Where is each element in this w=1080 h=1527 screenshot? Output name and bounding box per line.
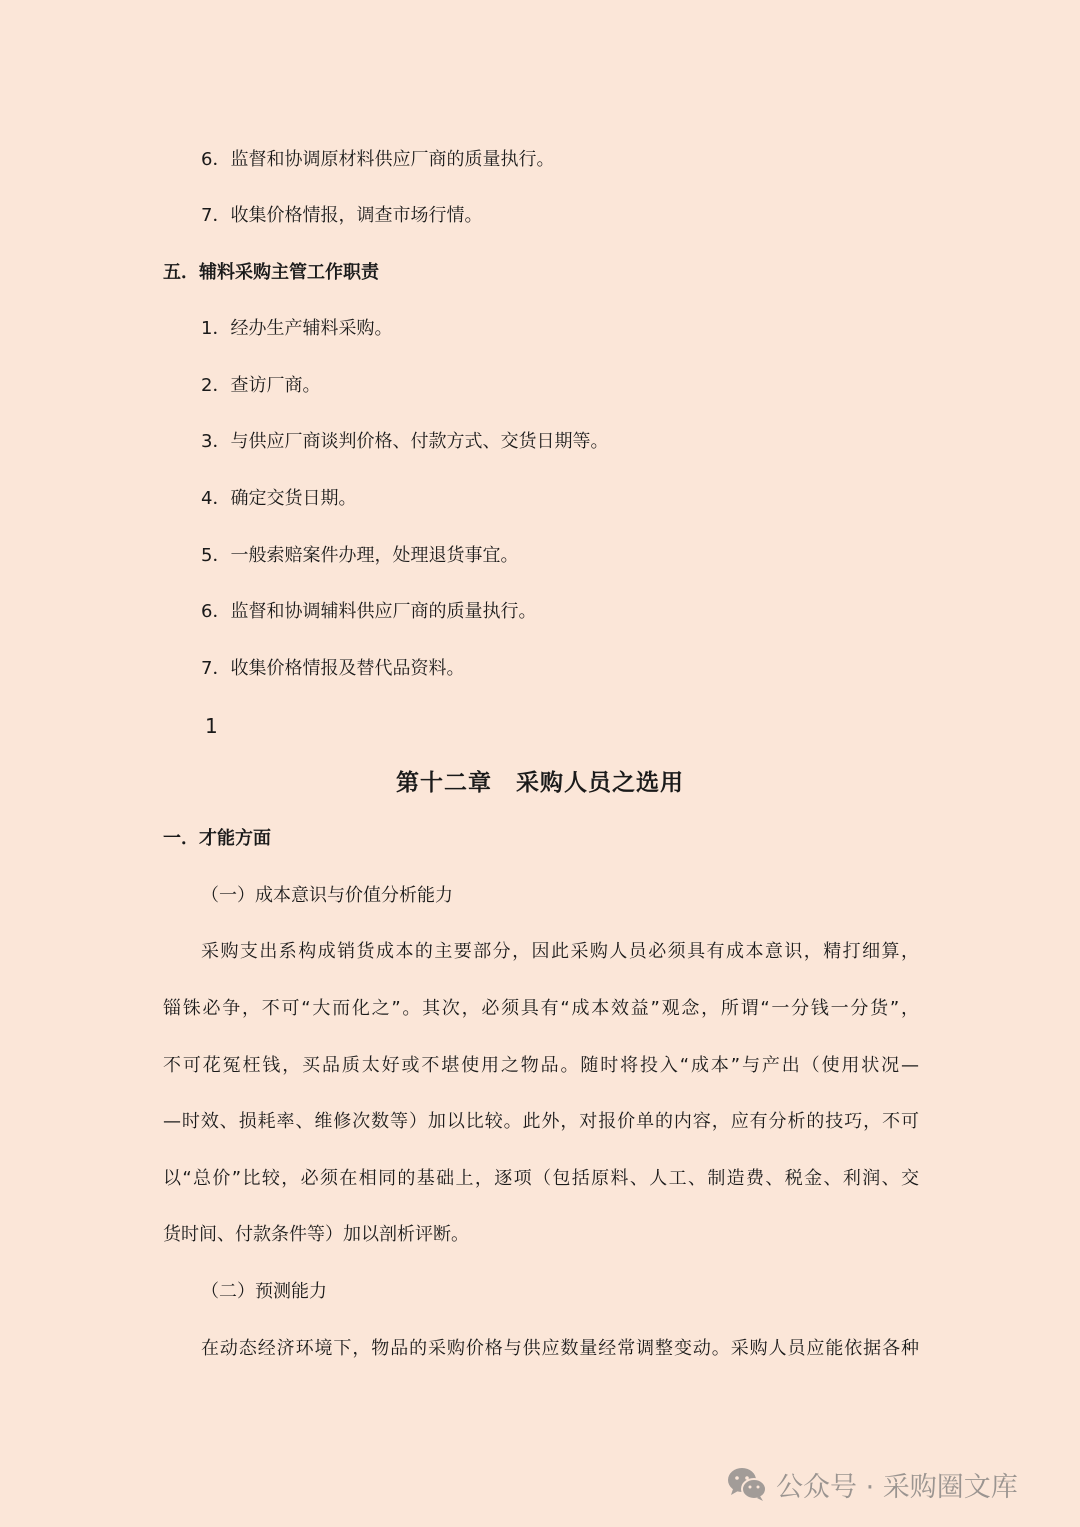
watermark-text: 公众号 · 采购圈文库 [776, 1471, 1018, 1503]
list-item: 2．查访厂商。 [201, 375, 321, 396]
list-item: 4．确定交货日期。 [201, 488, 357, 509]
list-item: 6．监督和协调辅料供应厂商的质量执行。 [201, 601, 537, 622]
paragraph-line: 货时间、付款条件等）加以剖析评断。 [163, 1224, 469, 1245]
paragraph-line: 不可花冤枉钱，买品质太好或不堪使用之物品。随时将投入“成本”与产出（使用状况— [163, 1055, 919, 1076]
section-heading: 五．辅料采购主管工作职责 [163, 262, 379, 283]
paragraph-line: 锱铢必争，不可“大而化之”。其次，必须具有“成本效益”观念，所谓“一分钱一分货”， [163, 998, 919, 1019]
subsection-heading: （一）成本意识与价值分析能力 [201, 885, 453, 906]
paragraph-line: 以“总价”比较，必须在相同的基础上，逐项（包括原料、人工、制造费、税金、利润、交 [163, 1168, 919, 1189]
list-item: 7．收集价格情报，调查市场行情。 [201, 205, 483, 226]
paragraph-line: —时效、损耗率、维修次数等）加以比较。此外，对报价单的内容，应有分析的技巧，不可 [163, 1111, 919, 1132]
wechat-icon [726, 1466, 768, 1502]
list-item: 5．一般索赔案件办理，处理退货事宜。 [201, 545, 519, 566]
paragraph-line: 采购支出系构成销货成本的主要部分，因此采购人员必须具有成本意识，精打细算， [201, 941, 919, 962]
subsection-heading: （二）预测能力 [201, 1281, 327, 1302]
page-number: 1 [205, 714, 218, 738]
list-item: 6．监督和协调原材料供应厂商的质量执行。 [201, 149, 555, 170]
watermark [726, 1462, 1018, 1506]
list-item: 3．与供应厂商谈判价格、付款方式、交货日期等。 [201, 431, 609, 452]
list-item: 1．经办生产辅料采购。 [201, 318, 393, 339]
list-item: 7．收集价格情报及替代品资料。 [201, 658, 465, 679]
section-heading: 一．才能方面 [163, 828, 271, 849]
paragraph-line: 在动态经济环境下，物品的采购价格与供应数量经常调整变动。采购人员应能依据各种 [201, 1338, 919, 1359]
chapter-title: 第十二章 采购人员之选用 [396, 770, 684, 796]
